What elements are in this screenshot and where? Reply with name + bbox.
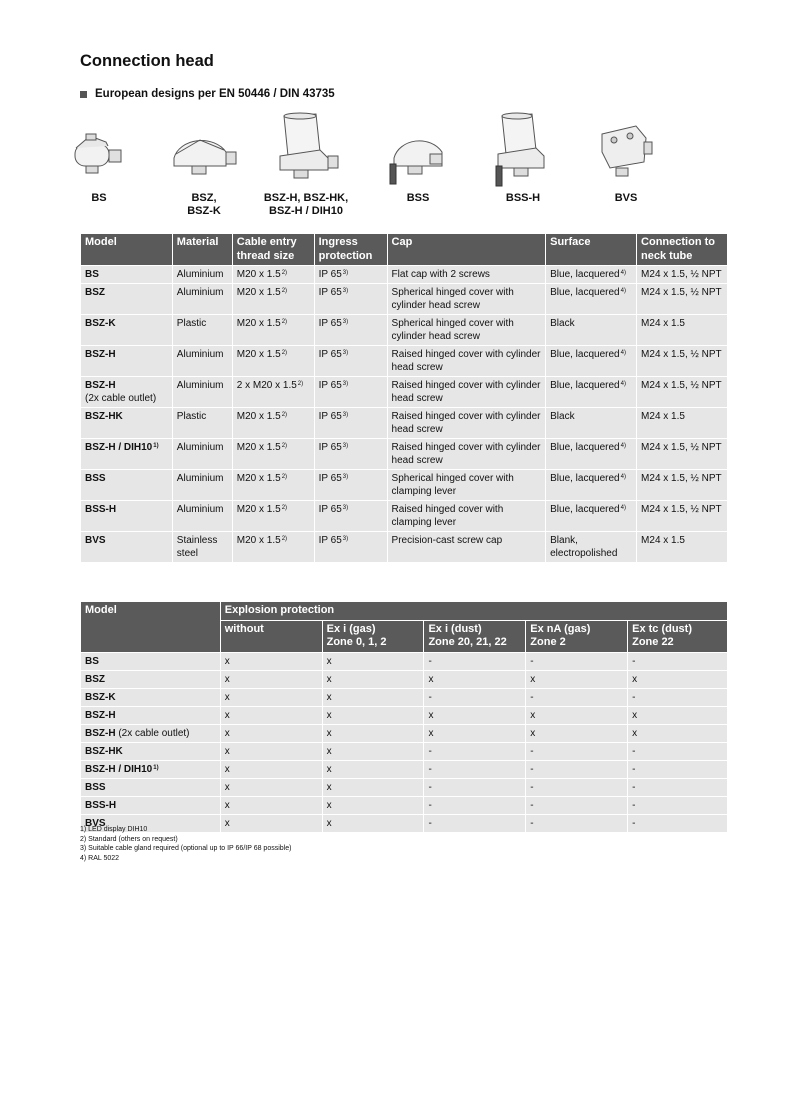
ingress-cell: IP 65$^{3)}$ bbox=[314, 532, 387, 563]
footnote-ref: 3) bbox=[342, 270, 349, 276]
product-bvs bbox=[600, 112, 652, 205]
cap-cell: Flat cap with 2 screws bbox=[387, 266, 546, 284]
connection-head-flat-cap-icon bbox=[66, 112, 132, 192]
product-label-bss: BSS bbox=[406, 192, 430, 204]
ex-header-row-1 bbox=[81, 602, 728, 621]
footnote-ref: 1) bbox=[153, 764, 159, 771]
ex-col-header: without bbox=[220, 620, 322, 652]
product-label-bss-h: BSS-H bbox=[505, 192, 541, 204]
surface-cell: Blue, lacquered$^{4)}$ bbox=[546, 266, 637, 284]
product-bss bbox=[386, 112, 450, 205]
surface-cell: Blue, lacquered$^{4)}$ bbox=[546, 377, 637, 408]
connection-cell: M24 x 1.5 bbox=[637, 532, 728, 563]
ex-value-cell: x bbox=[628, 670, 728, 688]
ex-value-cell: x bbox=[322, 724, 424, 742]
ex-value-cell: x bbox=[526, 724, 628, 742]
explosion-protection-table bbox=[80, 601, 728, 833]
footnote-ref: 3) bbox=[342, 443, 349, 449]
ex-value-cell: x bbox=[220, 688, 322, 706]
cap-cell: Spherical hinged cover with cylinder head screw bbox=[387, 315, 546, 346]
footnote: 1) LED display DIH10 bbox=[80, 826, 148, 833]
material-cell: Aluminium bbox=[172, 266, 232, 284]
material-cell: Plastic bbox=[172, 315, 232, 346]
col-header-model: Model bbox=[81, 234, 173, 266]
connection-cell: M24 x 1.5, ½ NPT bbox=[637, 266, 728, 284]
footnote-ref: 4) bbox=[620, 505, 626, 511]
connection-cell: M24 x 1.5, ½ NPT bbox=[637, 377, 728, 408]
footnote-ref: 4) bbox=[620, 443, 626, 449]
table-row bbox=[81, 284, 728, 315]
cable-entry-cell: M20 x 1.5$^{2)}$ bbox=[232, 532, 314, 563]
footnote-ref: 2) bbox=[281, 412, 288, 418]
ex-value-cell: - bbox=[424, 760, 526, 778]
ex-value-cell: - bbox=[424, 796, 526, 814]
ingress-cell: IP 65$^{3)}$ bbox=[314, 377, 387, 408]
model-note: (2x cable outlet) bbox=[85, 393, 157, 404]
cap-cell: Raised hinged cover with cylinder head screw bbox=[387, 346, 546, 377]
ex-value-cell: x bbox=[322, 652, 424, 670]
material-cell: Plastic bbox=[172, 408, 232, 439]
material-cell: Aluminium bbox=[172, 377, 232, 408]
ex-value-cell: - bbox=[628, 760, 728, 778]
ex-value-cell: x bbox=[322, 796, 424, 814]
ex-value-cell: - bbox=[424, 814, 526, 832]
footnote-ref: 3) bbox=[342, 381, 349, 387]
ex-value-cell: - bbox=[628, 778, 728, 796]
ex-value-cell: x bbox=[628, 706, 728, 724]
footnote-ref: 2) bbox=[281, 536, 288, 542]
cable-entry-cell: M20 x 1.5$^{2)}$ bbox=[232, 315, 314, 346]
connection-cell: M24 x 1.5, ½ NPT bbox=[637, 501, 728, 532]
ex-value-cell: x bbox=[526, 706, 628, 724]
col-header-connection: Connection to neck tube bbox=[637, 234, 728, 266]
table-row bbox=[81, 706, 728, 724]
ingress-cell: IP 65$^{3)}$ bbox=[314, 439, 387, 470]
cable-entry-cell: M20 x 1.5$^{2)}$ bbox=[232, 266, 314, 284]
ex-value-cell: - bbox=[628, 742, 728, 760]
connection-cell: M24 x 1.5, ½ NPT bbox=[637, 284, 728, 315]
material-cell: Stainless steel bbox=[172, 532, 232, 563]
table-row bbox=[81, 760, 728, 778]
ex-col-header-model: Model bbox=[81, 602, 221, 653]
footnote-ref: 3) bbox=[342, 350, 349, 356]
model-cell: BSS bbox=[81, 470, 173, 501]
footnote-ref: 3) bbox=[342, 412, 349, 418]
cap-cell: Precision-cast screw cap bbox=[387, 532, 546, 563]
footnotes bbox=[80, 825, 291, 863]
ex-value-cell: x bbox=[322, 778, 424, 796]
square-bullet-icon bbox=[80, 91, 87, 98]
footnote-ref: 3) bbox=[342, 505, 349, 511]
col-header-ingress: Ingress protection bbox=[314, 234, 387, 266]
surface-cell: Blank, electropolished bbox=[546, 532, 637, 563]
ex-value-cell: x bbox=[220, 760, 322, 778]
ex-col-header: Ex tc (dust) Zone 22 bbox=[628, 620, 728, 652]
cap-cell: Raised hinged cover with cylinder head screw bbox=[387, 408, 546, 439]
footnote-ref: 1) bbox=[153, 443, 159, 449]
ex-value-cell: - bbox=[628, 688, 728, 706]
product-bss-h bbox=[490, 112, 556, 205]
ex-value-cell: - bbox=[628, 814, 728, 832]
ex-col-header: Ex nA (gas) Zone 2 bbox=[526, 620, 628, 652]
cap-cell: Raised hinged cover with cylinder head screw bbox=[387, 439, 546, 470]
product-bsz bbox=[168, 112, 240, 218]
surface-cell: Black bbox=[546, 315, 637, 346]
connection-cell: M24 x 1.5, ½ NPT bbox=[637, 439, 728, 470]
model-cell: BSZ-H / DIH10$^{1)}$ bbox=[81, 760, 221, 778]
connection-head-clamping-lever-icon bbox=[386, 112, 450, 192]
footnote-ref: 2) bbox=[281, 474, 288, 480]
cable-entry-cell: M20 x 1.5$^{2)}$ bbox=[232, 501, 314, 532]
ex-value-cell: - bbox=[424, 742, 526, 760]
footnote-ref: 2) bbox=[281, 505, 288, 511]
surface-cell: Blue, lacquered$^{4)}$ bbox=[546, 470, 637, 501]
col-header-material: Material bbox=[172, 234, 232, 266]
footnote-ref: 2) bbox=[281, 319, 288, 325]
cable-entry-cell: M20 x 1.5$^{2)}$ bbox=[232, 470, 314, 501]
ex-value-cell: x bbox=[322, 742, 424, 760]
ingress-cell: IP 65$^{3)}$ bbox=[314, 266, 387, 284]
col-header-cap: Cap bbox=[387, 234, 546, 266]
cable-entry-cell: M20 x 1.5$^{2)}$ bbox=[232, 346, 314, 377]
footnote-ref: 4) bbox=[620, 288, 626, 294]
ex-value-cell: x bbox=[220, 742, 322, 760]
connection-head-raised-lever-icon bbox=[490, 112, 556, 192]
table-row bbox=[81, 470, 728, 501]
model-cell: BSZ-H bbox=[81, 346, 173, 377]
cap-cell: Spherical hinged cover with clamping lever bbox=[387, 470, 546, 501]
ex-value-cell: - bbox=[424, 688, 526, 706]
material-cell: Aluminium bbox=[172, 470, 232, 501]
table-row bbox=[81, 796, 728, 814]
model-cell: BSZ bbox=[81, 670, 221, 688]
cap-cell: Raised hinged cover with clamping lever bbox=[387, 501, 546, 532]
surface-cell: Blue, lacquered$^{4)}$ bbox=[546, 501, 637, 532]
ex-value-cell: x bbox=[526, 670, 628, 688]
material-cell: Aluminium bbox=[172, 501, 232, 532]
footnote-ref: 4) bbox=[620, 381, 626, 387]
footnote-ref: 4) bbox=[620, 270, 626, 276]
material-cell: Aluminium bbox=[172, 346, 232, 377]
ingress-cell: IP 65$^{3)}$ bbox=[314, 501, 387, 532]
model-cell: BSZ-H (2x cable outlet) bbox=[81, 724, 221, 742]
col-header-surface: Surface bbox=[546, 234, 637, 266]
footnote-ref: 2) bbox=[281, 350, 288, 356]
table-row bbox=[81, 724, 728, 742]
ex-value-cell: - bbox=[526, 778, 628, 796]
footnote-ref: 2) bbox=[281, 270, 288, 276]
table-row bbox=[81, 346, 728, 377]
cable-entry-cell: 2 x M20 x 1.5$^{2)}$ bbox=[232, 377, 314, 408]
ex-value-cell: - bbox=[424, 778, 526, 796]
footnote: 2) Standard (others on request) bbox=[80, 835, 178, 843]
cable-entry-cell: M20 x 1.5$^{2)}$ bbox=[232, 439, 314, 470]
product-label-bs: BS bbox=[91, 192, 107, 204]
surface-cell: Blue, lacquered$^{4)}$ bbox=[546, 439, 637, 470]
model-cell: BSS-H bbox=[81, 501, 173, 532]
ingress-cell: IP 65$^{3)}$ bbox=[314, 346, 387, 377]
model-cell: BS bbox=[81, 266, 173, 284]
table-row bbox=[81, 652, 728, 670]
model-cell: BSZ-H bbox=[81, 706, 221, 724]
connection-cell: M24 x 1.5 bbox=[637, 315, 728, 346]
section-subtitle bbox=[80, 88, 335, 100]
model-cell: BS bbox=[81, 652, 221, 670]
footnote-ref: 3) bbox=[342, 288, 349, 294]
table-row bbox=[81, 377, 728, 408]
surface-cell: Blue, lacquered$^{4)}$ bbox=[546, 346, 637, 377]
ex-value-cell: x bbox=[322, 670, 424, 688]
material-cell: Aluminium bbox=[172, 284, 232, 315]
ex-value-cell: x bbox=[322, 760, 424, 778]
connection-head-screw-cap-icon bbox=[596, 112, 656, 192]
connection-cell: M24 x 1.5 bbox=[637, 408, 728, 439]
table-row bbox=[81, 532, 728, 563]
ex-value-cell: - bbox=[424, 652, 526, 670]
model-cell: BSZ-H (2x cable outlet) bbox=[81, 377, 173, 408]
specs-header-row bbox=[81, 234, 728, 266]
product-label-bvs: BVS bbox=[614, 192, 638, 204]
ex-value-cell: x bbox=[220, 652, 322, 670]
footnote-ref: 3) bbox=[342, 536, 349, 542]
connection-cell: M24 x 1.5, ½ NPT bbox=[637, 470, 728, 501]
ingress-cell: IP 65$^{3)}$ bbox=[314, 284, 387, 315]
footnote: 4) RAL 5022 bbox=[80, 854, 120, 862]
table-row bbox=[81, 501, 728, 532]
ex-value-cell: x bbox=[424, 706, 526, 724]
ex-value-cell: x bbox=[220, 796, 322, 814]
model-cell: BSZ bbox=[81, 284, 173, 315]
cap-cell: Raised hinged cover with cylinder head screw bbox=[387, 377, 546, 408]
connection-head-spherical-cap-icon bbox=[168, 112, 240, 192]
connection-cell: M24 x 1.5, ½ NPT bbox=[637, 346, 728, 377]
ex-col-header: Ex i (gas) Zone 0, 1, 2 bbox=[322, 620, 424, 652]
ex-value-cell: x bbox=[424, 724, 526, 742]
ex-value-cell: - bbox=[526, 652, 628, 670]
model-note: (2x cable outlet) bbox=[118, 727, 190, 739]
surface-cell: Black bbox=[546, 408, 637, 439]
specs-table bbox=[80, 233, 728, 563]
product-bsz-h bbox=[256, 112, 356, 218]
ex-value-cell: - bbox=[628, 796, 728, 814]
model-cell: BVS bbox=[81, 532, 173, 563]
table-row bbox=[81, 408, 728, 439]
material-cell: Aluminium bbox=[172, 439, 232, 470]
table-row bbox=[81, 266, 728, 284]
table-row bbox=[81, 315, 728, 346]
subtitle-text: European designs per EN 50446 / DIN 43735 bbox=[95, 88, 335, 100]
ex-value-cell: - bbox=[526, 796, 628, 814]
footnote-ref: 3) bbox=[342, 474, 349, 480]
cable-entry-cell: M20 x 1.5$^{2)}$ bbox=[232, 284, 314, 315]
product-label-bsz: BSZ, BSZ-K bbox=[187, 192, 221, 217]
footnote-ref: 2) bbox=[297, 381, 304, 387]
footnote-ref: 4) bbox=[620, 350, 626, 356]
ex-group-header: Explosion protection bbox=[220, 602, 727, 621]
ex-value-cell: - bbox=[526, 742, 628, 760]
connection-head-raised-cap-icon bbox=[266, 112, 346, 192]
ex-value-cell: x bbox=[424, 670, 526, 688]
ingress-cell: IP 65$^{3)}$ bbox=[314, 408, 387, 439]
table-row bbox=[81, 439, 728, 470]
ex-value-cell: x bbox=[220, 706, 322, 724]
footnote-ref: 3) bbox=[342, 319, 349, 325]
ingress-cell: IP 65$^{3)}$ bbox=[314, 315, 387, 346]
footnote-ref: 4) bbox=[620, 474, 626, 480]
table-row bbox=[81, 688, 728, 706]
ex-value-cell: - bbox=[526, 688, 628, 706]
cap-cell: Spherical hinged cover with cylinder head screw bbox=[387, 284, 546, 315]
table-row bbox=[81, 742, 728, 760]
model-cell: BSZ-K bbox=[81, 315, 173, 346]
ex-value-cell: x bbox=[322, 814, 424, 832]
footnote-ref: 2) bbox=[281, 288, 288, 294]
ex-value-cell: x bbox=[220, 670, 322, 688]
ex-col-header: Ex i (dust) Zone 20, 21, 22 bbox=[424, 620, 526, 652]
model-cell: BSS-H bbox=[81, 796, 221, 814]
model-cell: BSZ-HK bbox=[81, 742, 221, 760]
footnote-ref: 2) bbox=[281, 443, 288, 449]
product-label-bsz-h: BSZ-H, BSZ-HK, BSZ-H / DIH10 bbox=[263, 192, 349, 217]
page-title: Connection head bbox=[80, 52, 214, 70]
table-row bbox=[81, 778, 728, 796]
ex-value-cell: x bbox=[220, 724, 322, 742]
footnote: 3) Suitable cable gland required (optional up to IP 66/IP 68 possible) bbox=[80, 845, 292, 852]
model-cell: BSZ-H / DIH10$^{1)}$ bbox=[81, 439, 173, 470]
ex-value-cell: x bbox=[220, 778, 322, 796]
table-row bbox=[81, 670, 728, 688]
model-cell: BSZ-K bbox=[81, 688, 221, 706]
cable-entry-cell: M20 x 1.5$^{2)}$ bbox=[232, 408, 314, 439]
ingress-cell: IP 65$^{3)}$ bbox=[314, 470, 387, 501]
surface-cell: Blue, lacquered$^{4)}$ bbox=[546, 284, 637, 315]
product-bs bbox=[74, 112, 124, 205]
ex-value-cell: x bbox=[628, 724, 728, 742]
model-cell: BSS bbox=[81, 778, 221, 796]
ex-value-cell: x bbox=[322, 706, 424, 724]
ex-value-cell: - bbox=[526, 760, 628, 778]
ex-value-cell: x bbox=[322, 688, 424, 706]
ex-value-cell: - bbox=[526, 814, 628, 832]
model-cell: BVS bbox=[81, 814, 221, 832]
col-header-cable-entry: Cable entry thread size bbox=[232, 234, 314, 266]
ex-value-cell: - bbox=[628, 652, 728, 670]
model-cell: BSZ-HK bbox=[81, 408, 173, 439]
ex-value-cell: x bbox=[220, 814, 322, 832]
